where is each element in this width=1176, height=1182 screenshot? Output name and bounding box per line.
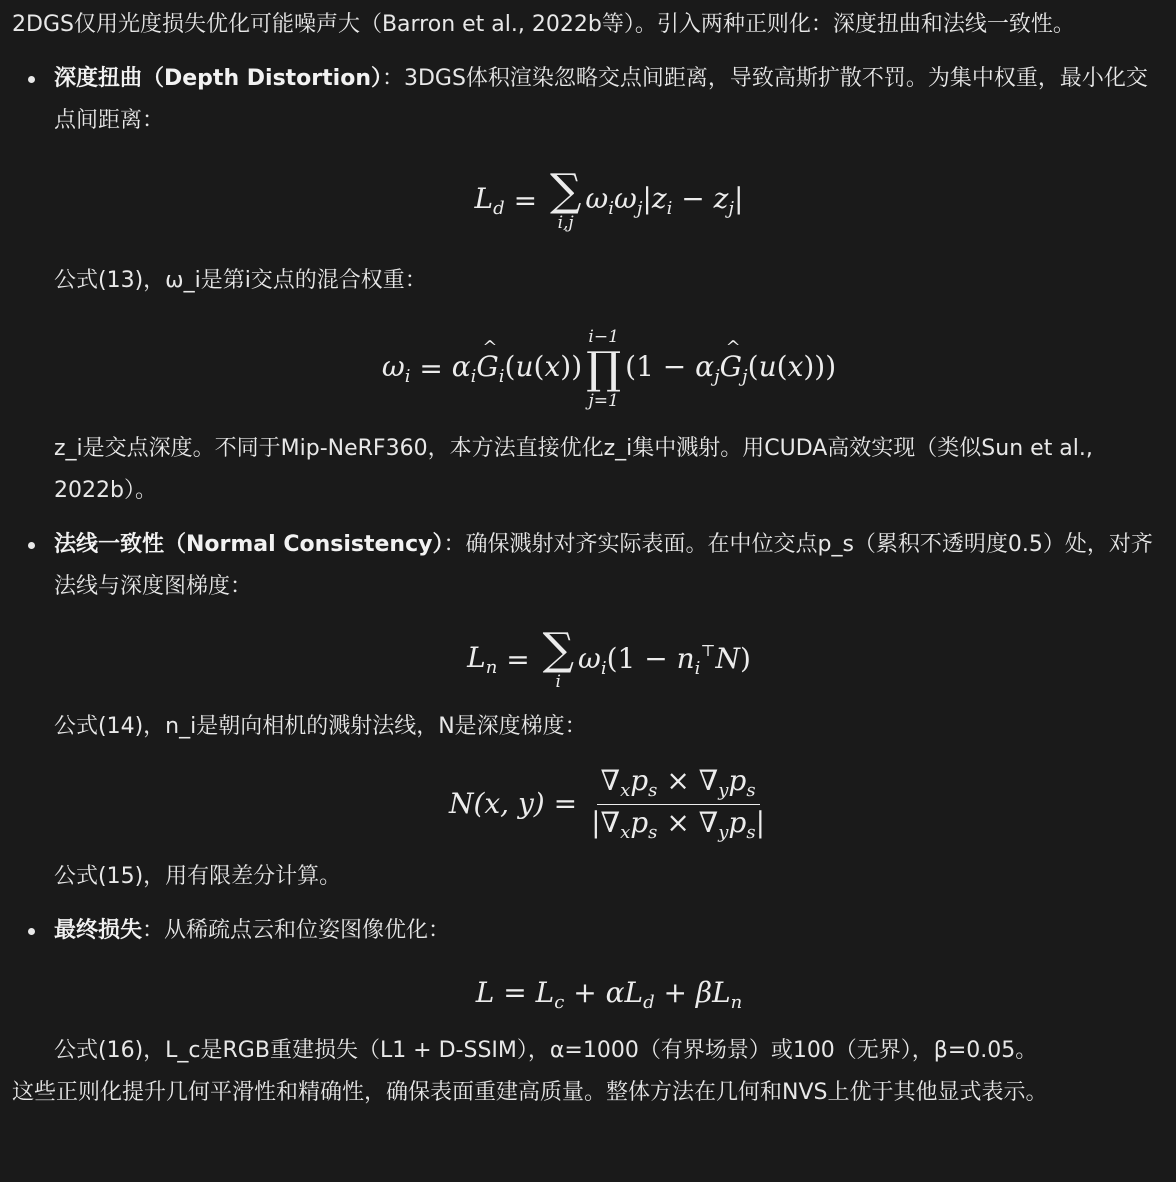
formula-14-rhs: $\omega_i(1 - n_i^⊤N)$ — [577, 640, 751, 679]
final-loss-paragraph — [54, 910, 1164, 952]
formula-omega-lhs: $\omega_i$ — [381, 349, 411, 387]
formula-depth-distortion: $L_d$ = ∑ i,j $\omega_i\omega_j|z_i - z_j|$ — [474, 164, 744, 233]
formula-14-lhs: $L_n$ — [467, 640, 498, 678]
depth-distortion-text: ：3DGS体积渲染忽略交点间距离，导致高斯扩散不罚。为集中权重，最小化交点间距离： — [54, 66, 1148, 133]
bullet-final-loss — [12, 910, 1164, 1072]
formula-13-note: 公式(13)，ω_i是第i交点的混合权重： — [54, 268, 427, 293]
depth-distortion-paragraph — [54, 58, 1164, 142]
bullet-dot-icon — [28, 542, 35, 549]
bullet-dot-icon — [28, 76, 35, 83]
depth-distortion-title: 深度扭曲（Depth Distortion） — [54, 66, 382, 91]
closing-paragraph: 这些正则化提升几何平滑性和精确性，确保表面重建高质量。整体方法在几何和NVS上优于其他显式表示。 — [12, 1080, 1048, 1105]
final-loss-text: ：从稀疏点云和位姿图像优化： — [142, 918, 451, 943]
formula-15-fraction: $\frac{\nabla_xp_s \times \nabla_yp_s}{|\nabla_xp_s \times \nabla_yp_s|}$ — [591, 763, 766, 843]
normal-consistency-title: 法线一致性（Normal Consistency） — [54, 532, 444, 557]
formula-depth-gradient — [54, 752, 1164, 856]
normal-consistency-text: ：确保溅射对齐实际表面。在中位交点p_s（累积不透明度0.5）处，对齐法线与深度图梯度： — [54, 532, 1153, 599]
intro-paragraph: 2DGS仅用光度损失优化可能噪声大（Barron et al., 2022b等）。引入两种正则化：深度扭曲和法线一致性。 — [12, 12, 1075, 37]
formula-14-note: 公式(14)，n_i是朝向相机的溅射法线，N是深度梯度： — [54, 714, 587, 739]
formula-16: $L = L_c + \alpha L_d + \beta L_n$ — [475, 975, 743, 1013]
bullet-dot-icon — [28, 928, 35, 935]
formula-normal-consistency: $L_n$ = ∑ i $\omega_i(1 - n_i^⊤N)$ — [467, 623, 751, 692]
formula-15-lhs: N(x, y) = — [448, 787, 578, 820]
formula-15-note: 公式(15)，用有限差分计算。 — [54, 864, 342, 889]
formula-omega-product-term: ($1 - \alpha_j\^{}$ $G_j(u(x))$) — [625, 353, 836, 386]
bullet-normal-consistency — [12, 524, 1164, 898]
formula-13-rhs: $\omega_i\omega_j|z_i - z_j|$ — [585, 181, 744, 219]
normal-consistency-paragraph — [54, 524, 1164, 608]
bullet-depth-distortion — [12, 58, 1164, 512]
sum-operator: ∑ i,j — [549, 164, 582, 233]
formula-omega-term: $\alpha_i\^{}$ $G_i(u(x))$ — [452, 353, 582, 386]
formula-13-lhs: $L_d$ — [474, 181, 505, 219]
sum-operator: ∑ i — [542, 623, 574, 692]
product-operator: i−1 ∏ j=1 — [586, 326, 622, 411]
final-loss-title: 最终损失 — [54, 918, 143, 943]
formula-16-note: 公式(16)，L_c是RGB重建损失（L1 + D-SSIM），α=1000（有界场景）或100（无界），β=0.05。 — [54, 1038, 1038, 1063]
formula-final-loss — [54, 960, 1164, 1030]
depth-z-note: z_i是交点深度。不同于Mip-NeRF360，本方法直接优化z_i集中溅射。用CUDA高效实现（类似Sun et al., 2022b）。 — [54, 436, 1093, 503]
formula-blend-weight: $\omega_i$ = $\alpha_i\^{}$ $G_i(u(x))$ i−1 ∏ j=1 ($1 - \alpha_j\^{}$ $G_j(u(x))$) — [54, 310, 1164, 428]
